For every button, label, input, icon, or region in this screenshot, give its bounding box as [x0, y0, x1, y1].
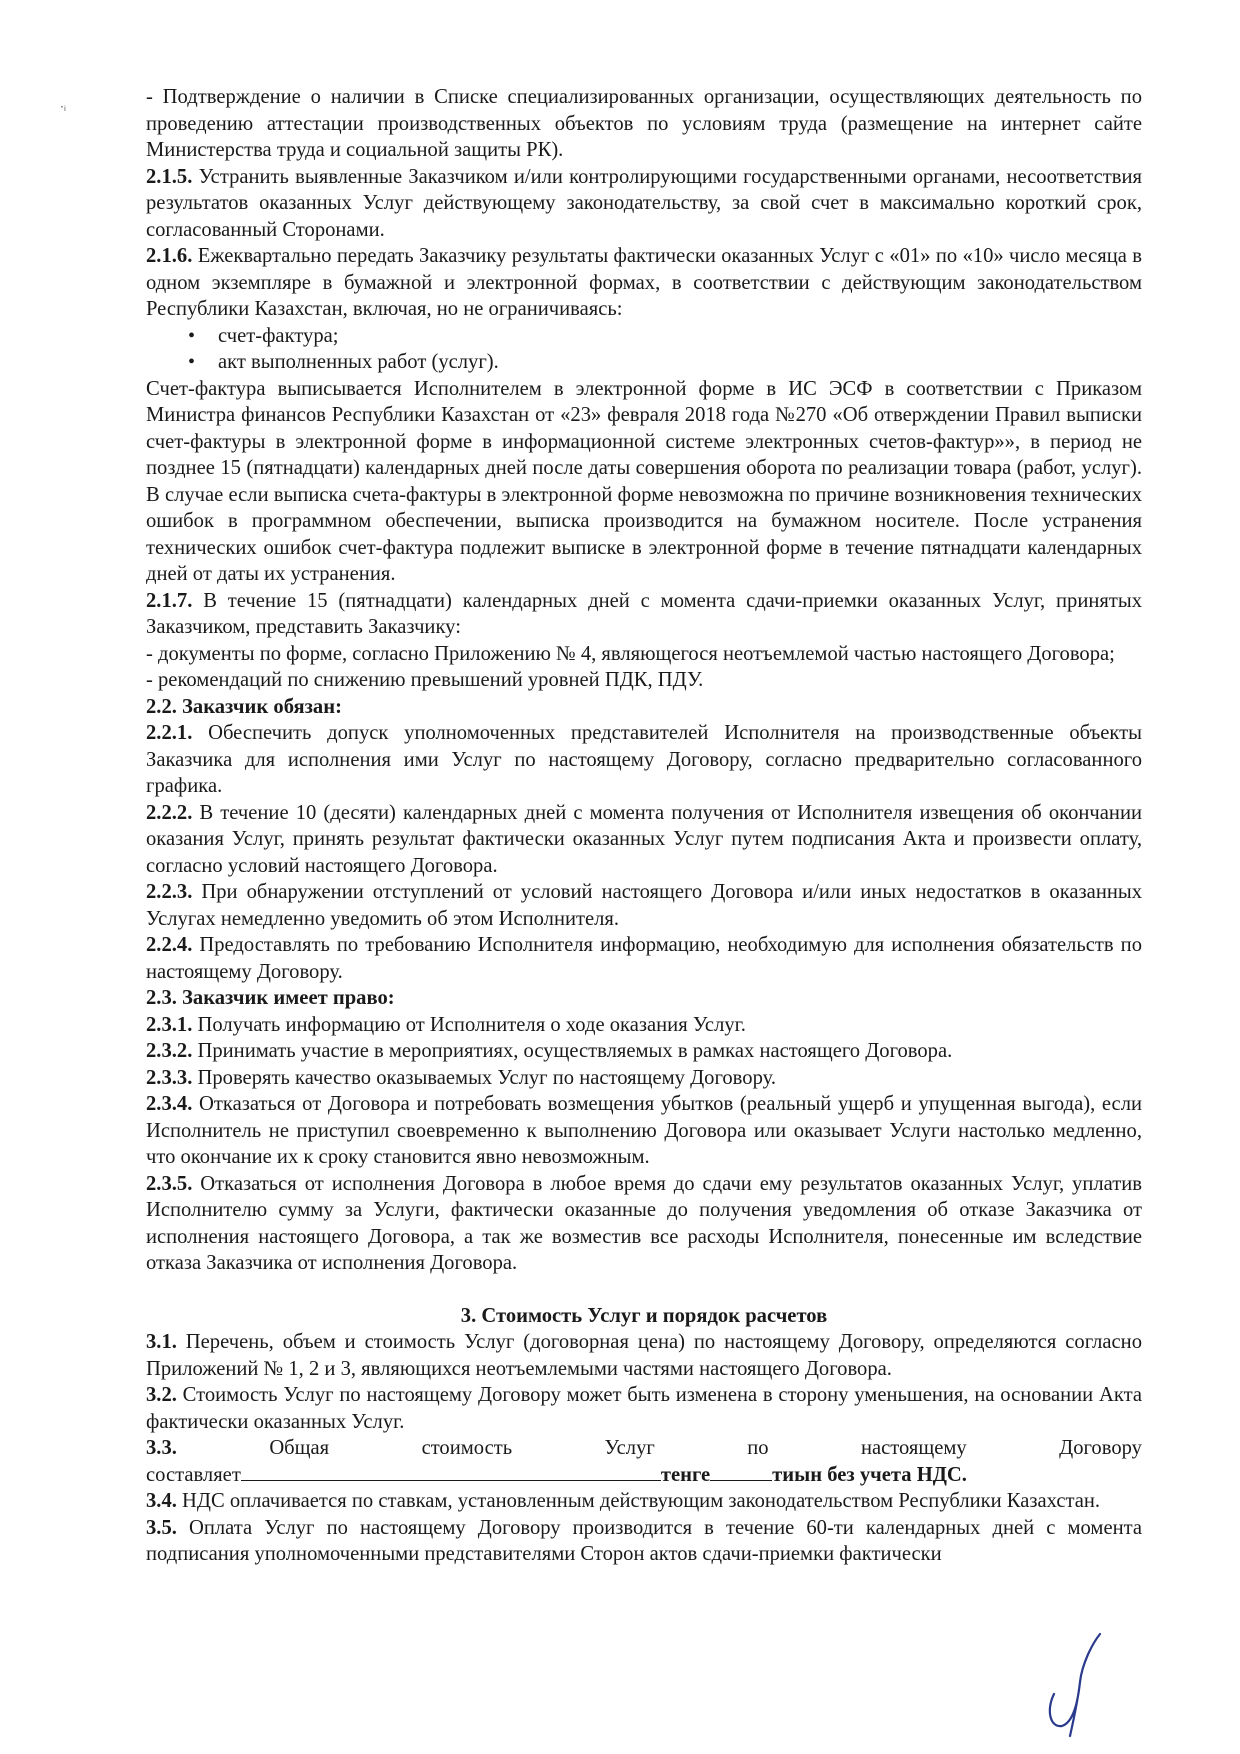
clause-text: Отказаться от Договора и потребовать возмещения убытков (реальный ущерб и упущенная выгода), если Исполнитель не приступил своевременно к выполнению Договора или оказывает Услуги настолько медленно, что окончание их к сроку становится явно невозможным.: [146, 1093, 1142, 1168]
clause-2-2-3: [146, 879, 1142, 932]
clause-text: Обеспечить допуск уполномоченных представителей Исполнителя на производственные объекты Заказчика для исполнения ими Услуг по настоящему Договору, согласно предварительно согласованного графика.: [146, 722, 1142, 797]
clause-number: 3.1.: [146, 1331, 177, 1353]
clause-2-3-5: [146, 1171, 1142, 1277]
bullet-item-act: • акт выполненных работ (услуг).: [188, 349, 1142, 376]
clause-word: настоящему: [861, 1437, 967, 1459]
clause-2-3-1: [146, 1012, 1142, 1039]
tiyn-blank-field: [710, 1462, 772, 1481]
clause-text: НДС оплачивается по ставкам, установленным действующим законодательством Республики Казахстан.: [176, 1490, 1101, 1512]
clause-text: В течение 15 (пятнадцати) календарных дней с момента сдачи-приемки оказанных Услуг, принятых Заказчиком, представить Заказчику:: [146, 589, 1142, 638]
clause-3-1: [146, 1329, 1142, 1382]
clause-text: Отказаться от исполнения Договора в любое время до сдачи ему результатов оказанных Услуг, уплатив Исполнителю сумму за Услуги, фактически оказанные до получения уведомления об отказе Заказчика от исполнения настоящего Договора, а так же возместив все расходы Исполнителя, понесенные им вследствие отказа Заказчика от исполнения Договора.: [146, 1172, 1142, 1274]
clause-3-5: [146, 1515, 1142, 1568]
clause-number: 2.1.7.: [146, 589, 193, 612]
bullet-item-invoice: • счет-фактура;: [188, 323, 1142, 350]
clause-number: 2.2.1.: [146, 722, 193, 744]
clause-number: 2.3.1.: [146, 1013, 193, 1036]
amount-blank-field: [241, 1462, 661, 1481]
paragraph-recommendations: - рекомендаций по снижению превышений уровней ПДК, ПДУ.: [146, 669, 704, 691]
clause-text: Перечень, объем и стоимость Услуг (договорная цена) по настоящему Договору, определяются согласно Приложений № 1, 2 и 3, являющихся неотъемлемыми частями настоящего Договора.: [146, 1331, 1142, 1380]
paragraph-confirmation: - Подтверждение о наличии в Списке специализированных организации, осуществляющих деятельность по проведению аттестации производственных объектов по условиям труда (размещение на интернет сайте Министерства труда и социальной защиты РК).: [146, 86, 1142, 161]
clause-word: Общая: [269, 1437, 330, 1459]
clause-number: 3.3.: [146, 1437, 177, 1459]
scan-margin-mark: ·ᵢ: [60, 100, 66, 114]
clause-3-2: [146, 1382, 1142, 1435]
clause-2-1-5: [146, 164, 1142, 244]
bullet-list: [146, 323, 1142, 376]
clause-text: В течение 10 (десяти) календарных дней с момента получения от Исполнителя извещения об окончании оказания Услуг, принять результат фактически оказанных Услуг путем подписания Акта и произвести оплату, согласно условий настоящего Договора.: [146, 801, 1142, 877]
clause-2-2-1: [146, 720, 1142, 800]
clause-number: 2.3.2.: [146, 1040, 193, 1062]
heading-2-3: 2.3. Заказчик имеет право:: [146, 987, 395, 1009]
clause-2-2-4: [146, 932, 1142, 985]
clause-word: стоимость: [421, 1437, 513, 1459]
clause-text: Предоставлять по требованию Исполнителя информацию, необходимую для исполнения обязательств по настоящему Договору.: [146, 934, 1142, 983]
clause-2-1-6: [146, 243, 1142, 323]
clause-text: Проверять качество оказываемых Услуг по настоящему Договору.: [192, 1066, 776, 1089]
clause-number: 2.1.6.: [146, 245, 193, 267]
clause-number: 3.5.: [146, 1516, 177, 1539]
clause-3-3-line2: [146, 1462, 1142, 1489]
handwritten-signature: [1040, 1630, 1110, 1740]
clause-number: 2.3.5.: [146, 1172, 193, 1195]
clause-number: 2.2.2.: [146, 801, 193, 824]
clause-text: составляет: [146, 1463, 241, 1486]
clause-word: по: [747, 1437, 769, 1459]
clause-text: Получать информацию от Исполнителя о ходе оказания Услуг.: [192, 1013, 746, 1036]
clause-number: 3.4.: [146, 1490, 177, 1512]
clause-2-3-4: [146, 1091, 1142, 1171]
clause-number: 2.1.5.: [146, 165, 193, 188]
clause-text: Принимать участие в мероприятиях, осуществляемых в рамках настоящего Договора.: [192, 1040, 953, 1062]
clause-3-4: [146, 1488, 1142, 1515]
clause-word: Договору: [1059, 1437, 1142, 1459]
clause-2-3-3: [146, 1065, 1142, 1092]
clause-text: Оплата Услуг по настоящему Договору производится в течение 60-ти календарных дней с момента подписания уполномоченными представителями Сторон актов сдачи-приемки фактически: [146, 1516, 1142, 1565]
paragraph-invoice: Счет-фактура выписывается Исполнителем в электронной форме в ИС ЭСФ в соответствии с Приказом Министра финансов Республики Казахстан от «23» февраля 2018 года №270 «Об отверждении Правил выписки счет-фактуры в электронной форме в информационной системе электронных счетов-фактур»», в период не позднее 15 (пятнадцати) календарных дней после даты совершения оборота по реализации товара (работ, услуг). В случае если выписка счета-фактуры в электронной форме невозможна по причине возникновения технических ошибок в программном обеспечении, выписка производится на бумажном носителе. После устранения технических ошибок счет-фактура подлежит выписке в электронной форме в течение пятнадцати календарных дней от даты их устранения.: [146, 377, 1142, 585]
clause-number: 2.2.4.: [146, 934, 193, 956]
clause-number: 2.2.3.: [146, 881, 193, 903]
vat-note: тиын без учета НДС.: [772, 1463, 967, 1486]
clause-2-2-2: [146, 800, 1142, 880]
clause-text: Стоимость Услуг по настоящему Договору может быть изменена в сторону уменьшения, на основании Акта фактически оказанных Услуг.: [146, 1384, 1142, 1433]
clause-text: Ежеквартально передать Заказчику результаты фактически оказанных Услуг с «01» по «10» число месяца в одном экземпляре в бумажной и электронной формах, в соответствии с действующим законодательством Республики Казахстан, включая, но не ограничиваясь:: [146, 245, 1142, 320]
paragraph-documents: - документы по форме, согласно Приложению № 4, являющегося неотъемлемой частью настоящего Договора;: [146, 642, 1115, 665]
clause-number: 2.3.4.: [146, 1093, 193, 1115]
clause-3-3-line1: [146, 1435, 1142, 1462]
clause-2-1-7: [146, 588, 1142, 641]
clause-2-3-2: [146, 1038, 1142, 1065]
clause-text: Устранить выявленные Заказчиком и/или контролирующими государственными органами, несоответствия результатов оказанных Услуг действующему законодательству, за свой счет в максимально короткий срок, согласованный Сторонами.: [146, 165, 1142, 241]
clause-number: 3.2.: [146, 1384, 177, 1406]
clause-number: 2.3.3.: [146, 1066, 193, 1089]
clause-text: При обнаружении отступлений от условий настоящего Договора и/или иных недостатков в оказанных Услугах немедленно уведомить об этом Исполнителя.: [146, 881, 1142, 930]
heading-2-2: 2.2. Заказчик обязан:: [146, 695, 342, 718]
section-3-title: 3. Стоимость Услуг и порядок расчетов: [460, 1304, 828, 1327]
currency-tenge: тенге: [660, 1463, 711, 1486]
clause-word: Услуг: [604, 1437, 655, 1459]
